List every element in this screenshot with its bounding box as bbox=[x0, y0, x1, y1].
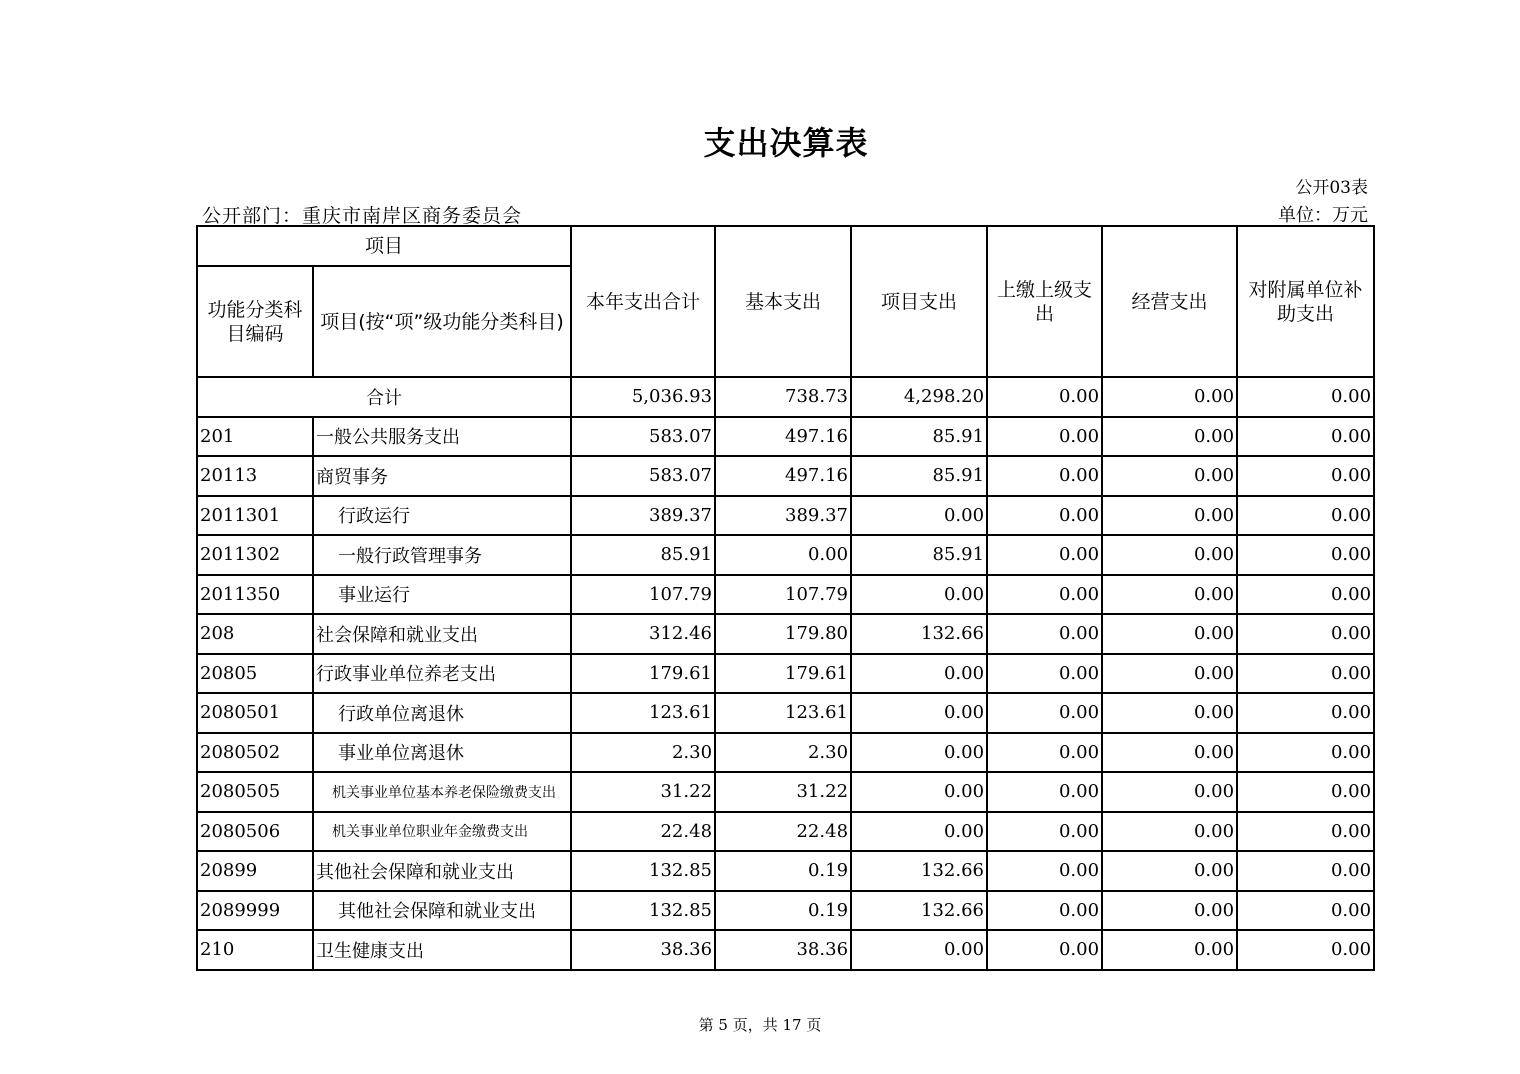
row-name: 社会保障和就业支出 bbox=[313, 614, 571, 654]
header-code: 功能分类科目编码 bbox=[197, 266, 313, 377]
row-total: 38.36 bbox=[571, 930, 715, 970]
row-basic: 107.79 bbox=[715, 575, 851, 615]
total-subsidy: 0.00 bbox=[1237, 377, 1374, 417]
row-code: 208 bbox=[197, 614, 313, 654]
row-name: 行政单位离退休 bbox=[313, 693, 571, 733]
row-code: 2080505 bbox=[197, 772, 313, 812]
row-subsidy: 0.00 bbox=[1237, 654, 1374, 694]
row-name: 事业单位离退休 bbox=[313, 733, 571, 773]
row-subsidy: 0.00 bbox=[1237, 812, 1374, 852]
row-code: 210 bbox=[197, 930, 313, 970]
row-code: 2080506 bbox=[197, 812, 313, 852]
header-basic: 基本支出 bbox=[715, 226, 851, 377]
row-code: 2011301 bbox=[197, 496, 313, 536]
row-business: 0.00 bbox=[1102, 654, 1237, 694]
row-code: 2080501 bbox=[197, 693, 313, 733]
table-row bbox=[197, 496, 1374, 536]
row-total: 132.85 bbox=[571, 891, 715, 931]
row-subsidy: 0.00 bbox=[1237, 614, 1374, 654]
row-business: 0.00 bbox=[1102, 614, 1237, 654]
row-subsidy: 0.00 bbox=[1237, 930, 1374, 970]
department-label: 公开部门：重庆市南岸区商务委员会 bbox=[202, 205, 523, 227]
row-basic: 2.30 bbox=[715, 733, 851, 773]
row-name: 事业运行 bbox=[313, 575, 571, 615]
row-project: 0.00 bbox=[851, 693, 987, 733]
row-basic: 0.19 bbox=[715, 851, 851, 891]
row-upper: 0.00 bbox=[987, 654, 1102, 694]
row-total: 179.61 bbox=[571, 654, 715, 694]
row-total: 389.37 bbox=[571, 496, 715, 536]
header-item-group: 项目 bbox=[197, 226, 571, 266]
row-business: 0.00 bbox=[1102, 812, 1237, 852]
row-project: 85.91 bbox=[851, 535, 987, 575]
row-upper: 0.00 bbox=[987, 614, 1102, 654]
table-row bbox=[197, 772, 1374, 812]
row-basic: 179.80 bbox=[715, 614, 851, 654]
row-business: 0.00 bbox=[1102, 693, 1237, 733]
header-subsidy: 对附属单位补助支出 bbox=[1237, 226, 1374, 377]
row-upper: 0.00 bbox=[987, 733, 1102, 773]
row-name: 行政运行 bbox=[313, 496, 571, 536]
row-project: 85.91 bbox=[851, 417, 987, 457]
row-project: 0.00 bbox=[851, 812, 987, 852]
row-business: 0.00 bbox=[1102, 930, 1237, 970]
row-code: 201 bbox=[197, 417, 313, 457]
expenditure-table bbox=[196, 225, 1375, 971]
row-subsidy: 0.00 bbox=[1237, 772, 1374, 812]
row-upper: 0.00 bbox=[987, 496, 1102, 536]
table-row bbox=[197, 456, 1374, 496]
row-total: 2.30 bbox=[571, 733, 715, 773]
row-business: 0.00 bbox=[1102, 535, 1237, 575]
row-subsidy: 0.00 bbox=[1237, 535, 1374, 575]
row-upper: 0.00 bbox=[987, 693, 1102, 733]
row-code: 20899 bbox=[197, 851, 313, 891]
table-row bbox=[197, 535, 1374, 575]
row-total: 583.07 bbox=[571, 456, 715, 496]
table-row bbox=[197, 614, 1374, 654]
row-basic: 22.48 bbox=[715, 812, 851, 852]
row-total: 22.48 bbox=[571, 812, 715, 852]
table-row bbox=[197, 575, 1374, 615]
row-subsidy: 0.00 bbox=[1237, 496, 1374, 536]
row-subsidy: 0.00 bbox=[1237, 891, 1374, 931]
header-total: 本年支出合计 bbox=[571, 226, 715, 377]
page-footer: 第 5 页，共 17 页 bbox=[698, 1016, 822, 1034]
row-name: 卫生健康支出 bbox=[313, 930, 571, 970]
row-total: 107.79 bbox=[571, 575, 715, 615]
row-upper: 0.00 bbox=[987, 456, 1102, 496]
row-total: 583.07 bbox=[571, 417, 715, 457]
table-row bbox=[197, 930, 1374, 970]
row-business: 0.00 bbox=[1102, 772, 1237, 812]
header-upper: 上缴上级支出 bbox=[987, 226, 1102, 377]
total-project: 4,298.20 bbox=[851, 377, 987, 417]
row-upper: 0.00 bbox=[987, 851, 1102, 891]
row-business: 0.00 bbox=[1102, 733, 1237, 773]
unit-label: 单位：万元 bbox=[1278, 205, 1368, 226]
table-row bbox=[197, 851, 1374, 891]
table-row bbox=[197, 891, 1374, 931]
total-basic: 738.73 bbox=[715, 377, 851, 417]
row-total: 85.91 bbox=[571, 535, 715, 575]
row-subsidy: 0.00 bbox=[1237, 575, 1374, 615]
row-business: 0.00 bbox=[1102, 851, 1237, 891]
row-basic: 389.37 bbox=[715, 496, 851, 536]
row-code: 2011302 bbox=[197, 535, 313, 575]
row-project: 132.66 bbox=[851, 891, 987, 931]
form-number: 公开03表 bbox=[1295, 178, 1368, 198]
row-project: 0.00 bbox=[851, 575, 987, 615]
table-row bbox=[197, 693, 1374, 733]
row-project: 0.00 bbox=[851, 772, 987, 812]
row-code: 20805 bbox=[197, 654, 313, 694]
header-name: 项目(按“项”级功能分类科目) bbox=[313, 266, 571, 377]
row-project: 0.00 bbox=[851, 496, 987, 536]
row-name: 行政事业单位养老支出 bbox=[313, 654, 571, 694]
row-name: 商贸事务 bbox=[313, 456, 571, 496]
total-upper: 0.00 bbox=[987, 377, 1102, 417]
table-row bbox=[197, 417, 1374, 457]
row-basic: 123.61 bbox=[715, 693, 851, 733]
row-code: 2080502 bbox=[197, 733, 313, 773]
row-name: 机关事业单位基本养老保险缴费支出 bbox=[313, 772, 571, 812]
row-project: 0.00 bbox=[851, 654, 987, 694]
row-project: 0.00 bbox=[851, 733, 987, 773]
table-row bbox=[197, 733, 1374, 773]
table-row bbox=[197, 812, 1374, 852]
row-name: 一般行政管理事务 bbox=[313, 535, 571, 575]
row-business: 0.00 bbox=[1102, 456, 1237, 496]
header-project: 项目支出 bbox=[851, 226, 987, 377]
row-total: 132.85 bbox=[571, 851, 715, 891]
row-subsidy: 0.00 bbox=[1237, 417, 1374, 457]
row-upper: 0.00 bbox=[987, 812, 1102, 852]
row-code: 2089999 bbox=[197, 891, 313, 931]
row-code: 2011350 bbox=[197, 575, 313, 615]
row-subsidy: 0.00 bbox=[1237, 733, 1374, 773]
row-basic: 497.16 bbox=[715, 417, 851, 457]
row-code: 20113 bbox=[197, 456, 313, 496]
row-basic: 38.36 bbox=[715, 930, 851, 970]
total-business: 0.00 bbox=[1102, 377, 1237, 417]
row-upper: 0.00 bbox=[987, 891, 1102, 931]
row-basic: 31.22 bbox=[715, 772, 851, 812]
row-upper: 0.00 bbox=[987, 575, 1102, 615]
row-upper: 0.00 bbox=[987, 772, 1102, 812]
row-business: 0.00 bbox=[1102, 575, 1237, 615]
row-business: 0.00 bbox=[1102, 496, 1237, 536]
row-project: 85.91 bbox=[851, 456, 987, 496]
row-upper: 0.00 bbox=[987, 417, 1102, 457]
row-name: 其他社会保障和就业支出 bbox=[313, 851, 571, 891]
row-upper: 0.00 bbox=[987, 535, 1102, 575]
row-upper: 0.00 bbox=[987, 930, 1102, 970]
row-basic: 0.19 bbox=[715, 891, 851, 931]
header-business: 经营支出 bbox=[1102, 226, 1237, 377]
row-total: 31.22 bbox=[571, 772, 715, 812]
total-total: 5,036.93 bbox=[571, 377, 715, 417]
table-row bbox=[197, 654, 1374, 694]
row-project: 132.66 bbox=[851, 851, 987, 891]
row-subsidy: 0.00 bbox=[1237, 851, 1374, 891]
row-business: 0.00 bbox=[1102, 417, 1237, 457]
row-subsidy: 0.00 bbox=[1237, 693, 1374, 733]
row-total: 123.61 bbox=[571, 693, 715, 733]
total-label: 合计 bbox=[197, 377, 571, 417]
row-business: 0.00 bbox=[1102, 891, 1237, 931]
row-basic: 497.16 bbox=[715, 456, 851, 496]
row-name: 机关事业单位职业年金缴费支出 bbox=[313, 812, 571, 852]
row-basic: 0.00 bbox=[715, 535, 851, 575]
total-row bbox=[197, 377, 1374, 417]
row-name: 其他社会保障和就业支出 bbox=[313, 891, 571, 931]
row-name: 一般公共服务支出 bbox=[313, 417, 571, 457]
row-basic: 179.61 bbox=[715, 654, 851, 694]
row-total: 312.46 bbox=[571, 614, 715, 654]
row-subsidy: 0.00 bbox=[1237, 456, 1374, 496]
row-project: 0.00 bbox=[851, 930, 987, 970]
row-project: 132.66 bbox=[851, 614, 987, 654]
page-title: 支出决算表 bbox=[703, 124, 869, 162]
